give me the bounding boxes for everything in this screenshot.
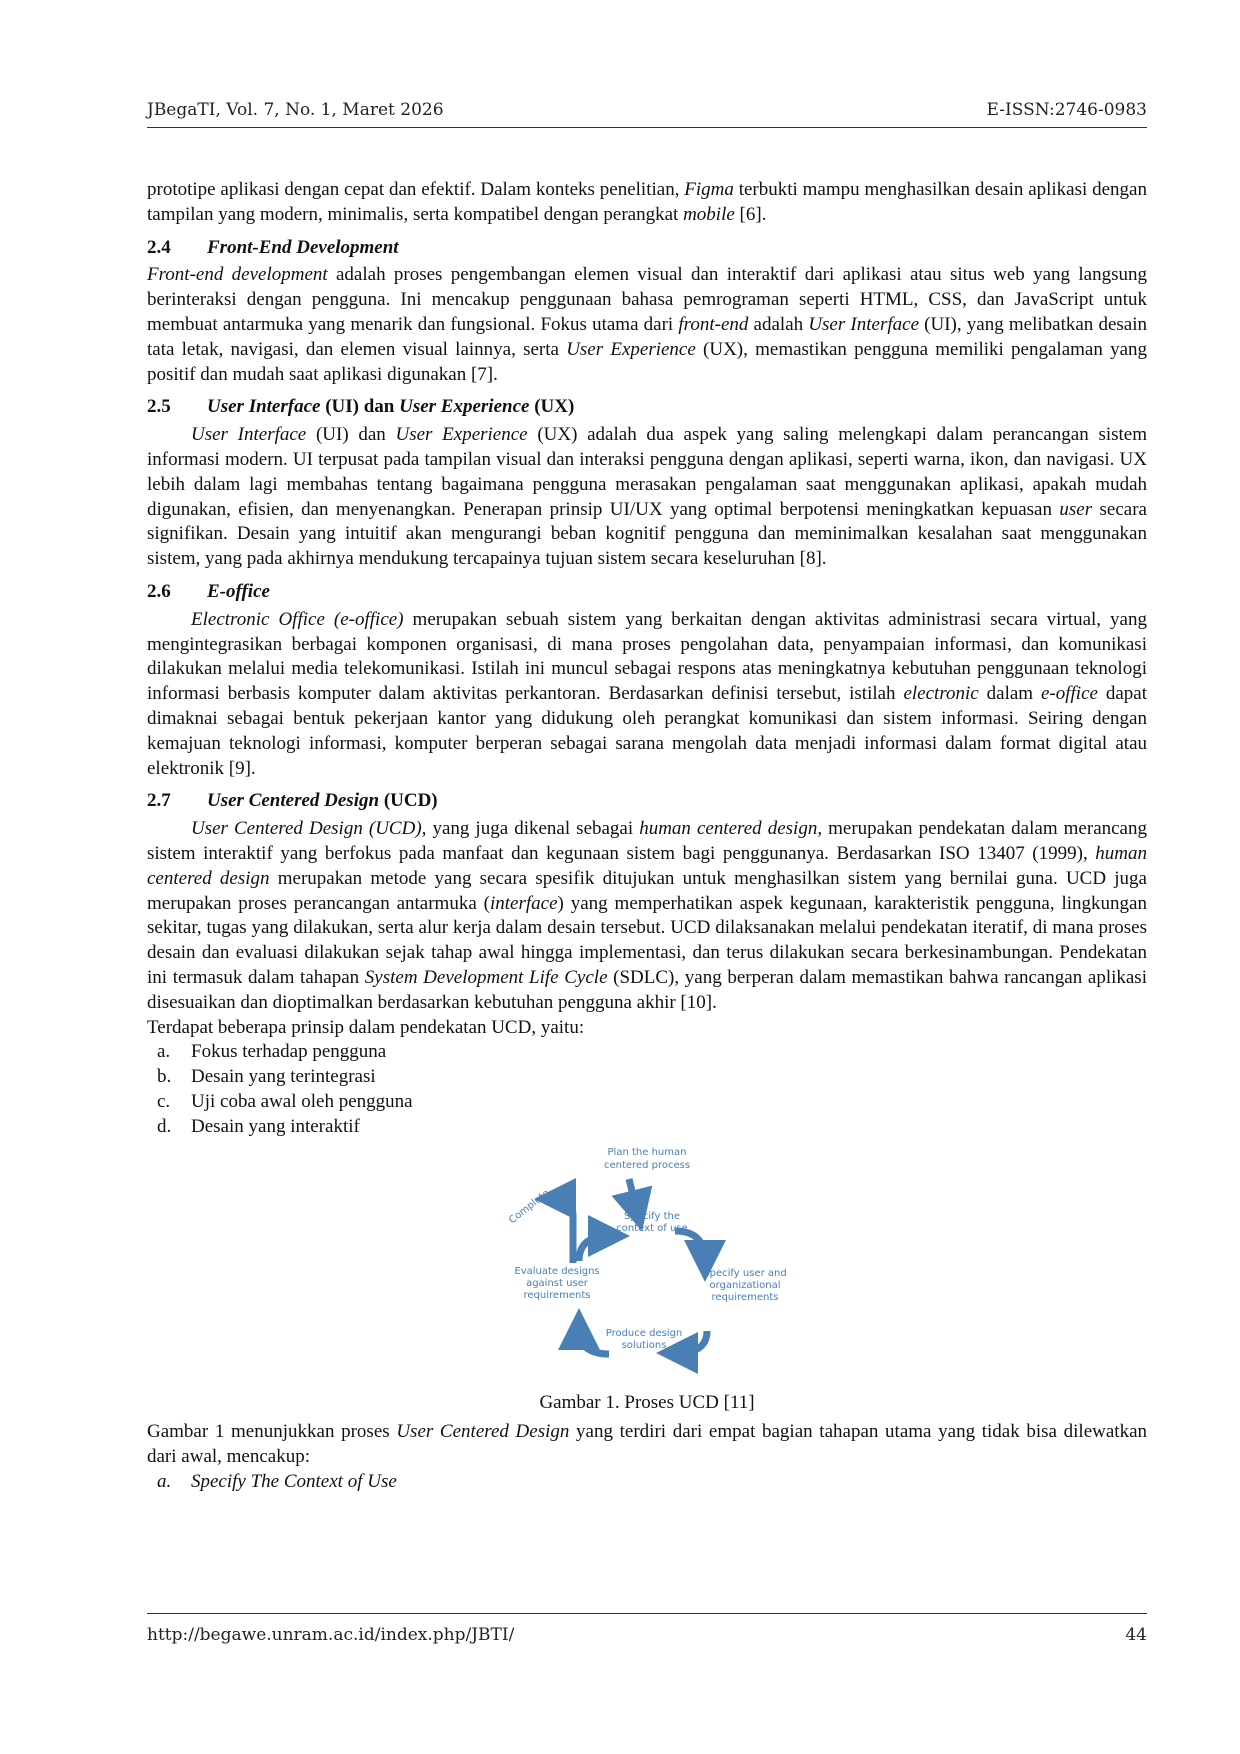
text-run-italic: interface	[489, 892, 558, 914]
text-run: (UI) dan	[306, 424, 396, 446]
list-item	[147, 1090, 1147, 1115]
text-run-italic: User Centered Design (UCD),	[191, 818, 427, 840]
label-requirements-line2: organizational	[709, 1280, 781, 1292]
list-item	[147, 1040, 1147, 1065]
arrow-evaluate-to-complete	[555, 1199, 573, 1263]
section-heading-2-7	[147, 789, 1147, 814]
text-run-italic: User Experience	[566, 338, 696, 360]
journal-issue: JBegaTI, Vol. 7, No. 1, Maret 2026	[147, 100, 444, 120]
text-run: (UI), yang melibatkan desain tata letak, navigasi, dan elemen visual lainnya, serta	[147, 313, 1147, 360]
stage-list-item	[147, 1470, 1147, 1495]
title-run: (UCD)	[379, 790, 438, 812]
text-run: Gambar 1 menunjukkan proses	[147, 1421, 397, 1443]
paragraph-ui-ux	[147, 423, 1147, 572]
text-run-italic: User Centered Design	[396, 1421, 570, 1443]
title-run: (UX)	[529, 396, 575, 418]
ucd-process-figure	[147, 1141, 1147, 1381]
title-run: User Centered Design	[207, 790, 380, 812]
page-number: 44	[1125, 1625, 1147, 1645]
text-run-italic: User Interface	[808, 313, 919, 335]
text-run: ) yang memperhatikan aspek kegunaan, karakteristik pengguna, lingkungan sekitar, tugas yang dilakukan, serta alur kerja dalam desain tersebut. UCD dilaksanakan melalui pendekatan iteratif, di mana proses desain dan evaluasi dilakukan sejak tahap awal hingga implementasi, dan terus dilakukan secara berkesinambungan. Pendekatan ini termasuk dalam tahapan	[147, 892, 1147, 988]
text-run-italic: Electronic Office (e-office)	[191, 608, 404, 630]
label-context-line2: context of use	[616, 1223, 688, 1235]
text-run-italic: human centered design	[639, 818, 818, 840]
label-requirements-line3: requirements	[711, 1292, 779, 1304]
text-run: adalah	[748, 313, 809, 335]
principles-lead: Terdapat beberapa prinsip dalam pendekatan UCD, yaitu:	[147, 1016, 585, 1038]
list-marker: a.	[157, 1041, 171, 1063]
section-number: 2.7	[147, 790, 171, 812]
paragraph-e-office	[147, 608, 1147, 782]
arrow-context-to-requirements	[675, 1231, 705, 1261]
text-run: dalam	[978, 683, 1041, 705]
label-complete: Complete	[507, 1188, 552, 1227]
section-number: 2.5	[147, 396, 171, 418]
text-run: merupakan sebuah sistem yang berkaitan dengan aktivitas administrasi secara virtual, yang mengintegrasikan berbagai komponen organisasi, di mana proses pengolahan data, penyampaian informasi, dan komunikasi dilakukan melalui media telekomunikasi. Istilah ini muncul sebagai respons atas meningkatnya kebutuhan penggunaan teknologi informasi berbasis komputer dalam aktivitas perkantoran. Berdasarkan definisi tersebut, istilah	[147, 608, 1147, 705]
text-run-italic: User Interface	[191, 424, 307, 446]
principles-list	[147, 1040, 1147, 1139]
text-run: merupakan metode yang secara spesifik ditujukan untuk menghasilkan sistem yang bernilai guna. UCD juga merupakan proses perancangan antarmuka (	[147, 867, 1147, 914]
list-item-text: Fokus terhadap pengguna	[191, 1041, 387, 1063]
figure-caption: Gambar 1. Proses UCD [11]	[539, 1392, 755, 1414]
text-run: (SDLC), yang berperan dalam memastikan bahwa rancangan aplikasi disesuaikan dan dioptimalkan berdasarkan kebutuhan pengguna akhir [10].	[147, 966, 1147, 1013]
footer-rule	[147, 1613, 1147, 1614]
text-run-italic: e-office	[1040, 683, 1098, 705]
list-marker: b.	[157, 1066, 172, 1088]
label-produce-line1: Produce design	[605, 1328, 683, 1340]
paragraph-front-end	[147, 263, 1147, 387]
header-rule	[147, 127, 1147, 128]
text-run: (UX) adalah dua aspek yang saling melengkapi dalam perancangan sistem informasi modern. UI terpusat pada tampilan visual dan interaksi pengguna dengan aplikasi, seperti warna, ikon, dan navigasi. UX lebih dalam lagi membahas tentang bagaimana pengguna merasakan pengalaman saat menggunakan aplikasi, apakah mudah digunakan, efisien, dan menyenangkan. Penerapan prinsip UI/UX yang optimal berpotensi meningkatkan kepuasan	[147, 424, 1147, 520]
text-run: yang terdiri dari empat bagian tahapan utama yang tidak bisa dilewatkan dari awal, mencakup:	[147, 1421, 1148, 1468]
section-title: E-office	[207, 580, 270, 602]
paragraph-ucd	[147, 817, 1147, 1015]
list-item-text: Specify The Context of Use	[191, 1470, 397, 1492]
text-run: [6].	[734, 203, 767, 225]
text-run-italic: human centered design	[147, 842, 1147, 889]
section-number: 2.6	[147, 580, 171, 602]
list-item-text: Uji coba awal oleh pengguna	[191, 1090, 413, 1112]
arrow-produce-to-evaluate	[579, 1329, 609, 1354]
section-heading-2-6	[147, 580, 1147, 605]
label-evaluate-line3: requirements	[523, 1290, 591, 1302]
running-footer	[147, 1625, 1147, 1645]
label-evaluate-line1: Evaluate designs	[514, 1266, 600, 1278]
text-run-italic: Front-end development	[147, 264, 328, 286]
label-requirements-line1: Specify user and	[703, 1268, 787, 1280]
section-title	[207, 789, 438, 814]
text-run-italic: front-end	[678, 313, 749, 335]
intro-paragraph	[147, 178, 1147, 228]
label-context-line1: Specify the	[624, 1211, 680, 1223]
body-text	[147, 178, 1147, 1495]
paragraph-after-figure	[147, 1420, 1147, 1470]
list-item-text: Desain yang interaktif	[191, 1115, 360, 1137]
label-plan-line2: centered process	[603, 1160, 691, 1172]
label-produce-line2: solutions	[621, 1340, 667, 1352]
text-run-italic: System Development Life Cycle	[364, 966, 608, 988]
label-plan-line1: Plan the human	[607, 1147, 687, 1159]
text-run: secara signifikan. Desain yang intuitif akan mengurangi beban kognitif pengguna dan meminimalkan kesalahan saat menggunakan sistem, yang pada akhirnya mendukung tercapainya tujuan sistem secara keseluruhan [8].	[147, 498, 1147, 570]
issn: E-ISSN:2746-0983	[986, 100, 1147, 120]
arrow-evaluate-to-context	[579, 1236, 609, 1261]
list-marker: c.	[157, 1090, 171, 1112]
title-run: User Interface	[207, 396, 321, 418]
text-run: terbukti mampu menghasilkan desain aplikasi dengan tampilan yang modern, minimalis, serta kompatibel dengan perangkat	[147, 179, 1147, 225]
label-evaluate-line2: against user	[526, 1278, 588, 1290]
arrow-plan-to-context	[629, 1179, 637, 1211]
list-item-text: Desain yang terintegrasi	[191, 1066, 376, 1088]
text-run: dapat dimaknai sebagai bentuk pekerjaan kantor yang didukung oleh perangkat komunikasi dan sistem informasi. Seiring dengan kemajuan teknologi informasi, komputer berperan sebagai sarana mengolah data menjadi informasi dalam format digital atau elektronik [9].	[147, 683, 1147, 779]
section-heading-2-4	[147, 236, 1147, 261]
title-run: (UI) dan	[320, 396, 400, 418]
section-title	[207, 395, 574, 420]
section-title: Front-End Development	[207, 236, 399, 258]
title-run: User Experience	[399, 396, 530, 418]
text-run-italic: user	[1059, 498, 1093, 520]
running-header	[147, 100, 1147, 120]
section-number: 2.4	[147, 236, 171, 258]
journal-url[interactable]: http://begawe.unram.ac.id/index.php/JBTI/	[147, 1625, 515, 1645]
list-marker: d.	[157, 1115, 172, 1137]
text-run: prototipe aplikasi dengan cepat dan efektif. Dalam konteks penelitian,	[147, 179, 685, 200]
list-item	[147, 1115, 1147, 1140]
list-item	[147, 1065, 1147, 1090]
text-run: , merupakan pendekatan dalam merancang sistem interaktif yang berfokus pada manfaat dan kegunaan sistem bagi penggunanya. Berdasarkan ISO 13407 (1999),	[147, 818, 1147, 864]
section-heading-2-5	[147, 395, 1147, 420]
text-run-italic: mobile	[683, 203, 735, 225]
text-run-italic: Figma	[684, 179, 734, 200]
text-run: yang juga dikenal sebagai	[426, 818, 640, 840]
list-marker: a.	[157, 1470, 172, 1492]
ucd-cycle-diagram	[497, 1141, 797, 1381]
text-run-italic: electronic	[903, 683, 979, 705]
text-run-italic: User Experience	[395, 424, 528, 446]
text-run: (UX), memastikan pengguna memiliki pengalaman yang positif dan mudah saat aplikasi digunakan [7].	[147, 338, 1148, 385]
text-run: adalah proses pengembangan elemen visual dan interaktif dari aplikasi atau situs web yang langsung berinteraksi dengan pengguna. Ini mencakup penggunaan bahasa pemrograman seperti HTML, CSS, dan JavaScript untuk membuat antarmuka yang menarik dan fungsional. Fokus utama dari	[147, 264, 1147, 335]
